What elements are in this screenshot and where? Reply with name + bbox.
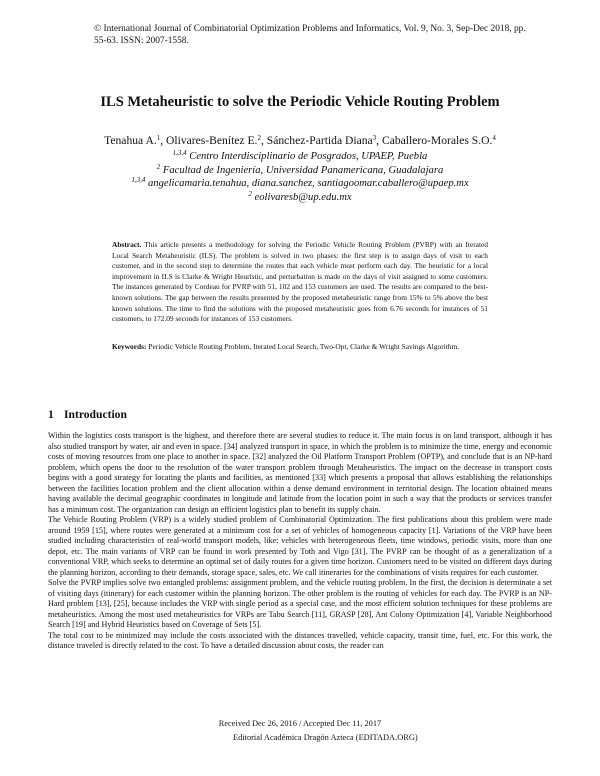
body-paragraph: Within the logistics costs transport is the highest, and therefore there are several studies to reduce it. The main focus is on land transport, although it has also studied transport by water, air and even in space. [34] analyzed transport in space, in which the problem is to minimize the time, energy and economic costs of moving resources from one place to another in space. [32] analyzed the Oil Platform Transport Problem (OPTP), and conclude that is an NP-hard problem, which opens the door to the resolution of the water transport problem through Metaheuristics. The impact on the decrease in transport costs begins with a good strategy for locating the plants and facilities, as mentioned [33] which presents a proposal that allows establishing the relationships between the facilities location problem and the client allocation within a dense demand environment in territorial design. The location obtained means having available the decimal geographic coordinates in longitude and latitude from the location point in such a way that the products or services transfer has a minimum cost. The organization can design an efficient logistics plan to benefit its supply chain. bbox=[48, 431, 552, 514]
body-paragraph: The Vehicle Routing Problem (VRP) is a widely studied problem of Combinatorial Optimization. The first publications about this problem were made around 1959 [15], where routes were generated at a minimum cost for a set of vehicles of homogeneous capacity [1]. Variations of the VRP have been studied including characteristics of real-world transport models, like: vehicles with heterogeneous fleets, time windows, periodic visits, more than one depot, etc. The main variants of VRP can be found in work presented by Toth and Vigo [31]. The PVRP can be thought of as a generalization of a conventional VRP, which seeks to determine an optimal set of daily routes for a given time horizon. Customers need to be visited on different days during the planning horizon, according to their demands, storage space, sales, etc. We call itineraries for the combinations of visits requires for each customer. bbox=[48, 515, 552, 577]
publisher-line: Editorial Académica Dragón Azteca (EDITADA.ORG) bbox=[233, 733, 418, 742]
affiliation-list bbox=[0, 150, 600, 204]
copyright-notice: © International Journal of Combinatorial Optimization Problems and Informatics, Vol. 9, No. 3, Sep-Dec 2018, pp. 55-63. ISSN: 2007-1558. bbox=[94, 24, 526, 46]
section-number: 1 bbox=[48, 408, 54, 421]
affiliation-email-line bbox=[0, 191, 600, 205]
section-heading bbox=[48, 408, 127, 421]
section-body bbox=[48, 431, 552, 652]
keywords-text: Periodic Vehicle Routing Problem, Iterated Local Search, Two-Opt, Clarke & Wright Savings Algorithm. bbox=[146, 342, 460, 351]
affiliation-mark: 1,3,4 bbox=[172, 149, 187, 157]
affiliation-line bbox=[0, 150, 600, 164]
author-affiliation-mark: 2 bbox=[257, 134, 261, 142]
body-paragraph: The total cost to be minimized may include the costs associated with the distances travelled, vehicle capacity, transit time, fuel, etc. For this work, the distance traveled is directly related to the cost. To have a detailed discussion about costs, the reader can bbox=[48, 630, 552, 650]
author-affiliation-mark: 3 bbox=[372, 134, 377, 142]
abstract-text: This article presents a methodology for solving the Periodic Vehicle Routing Problem (PVRP) with an Iterated Local Search Metaheuristic (ILS). The problem is solved in two phases: the first step is to assign days of visit to each customer, and in the second step to determine the routes that each vehicle must perform each day. The heuristic for a local improvement in ILS is Clarke & Wright Heuristic, and perturbation is made on the days of visit assigned to some customers. The instances generated by Cordeau for PVRP with 51, 102 and 153 customers are used. The results are compared to the best-known solutions. The gap between the results presented by the proposed metaheuristic range from 15% to 5% above the best known solutions. The time to find the solutions with the proposed metaheuristic goes from 6.76 seconds for instances of 51 customers, to 172.09 seconds for instances of 153 customers. bbox=[112, 240, 488, 324]
affiliation-email-line bbox=[0, 177, 600, 191]
affiliation-line bbox=[0, 164, 600, 178]
affiliation-text: Centro Interdisciplinario de Posgrados, UPAEP, Puebla bbox=[186, 151, 428, 162]
affiliation-mark: 1,3,4 bbox=[131, 176, 146, 184]
author-name: , Caballero-Morales S.O. bbox=[376, 134, 493, 147]
author-name: , Olivares-Benítez E. bbox=[160, 134, 258, 147]
author-affiliation-mark: 1 bbox=[156, 134, 161, 142]
section-title: Introduction bbox=[64, 408, 127, 421]
received-dates: Received Dec 26, 2016 / Accepted Dec 11, 2017 bbox=[218, 719, 382, 728]
abstract bbox=[112, 240, 488, 325]
abstract-label: Abstract. bbox=[112, 240, 142, 249]
paper-title: ILS Metaheuristic to solve the Periodic Vehicle Routing Problem bbox=[100, 94, 500, 110]
author-name: , Sánchez-Partida Diana bbox=[260, 134, 373, 147]
keywords bbox=[112, 342, 488, 353]
author-name: Tenahua A. bbox=[104, 134, 157, 147]
affiliation-email: angelicamaria.tenahua, diana.sanchez, santiagoomar.caballero@upaep.mx bbox=[145, 178, 469, 189]
author-list bbox=[0, 134, 600, 148]
affiliation-mark: 2 bbox=[156, 162, 161, 171]
body-paragraph: Solve the PVRP implies solve two entangled problems: assignment problem, and the vehicle routing problem. In the first, the decision is determinate a set of visiting days (itinerary) for each customer within the planning horizon. The other problem is the routing of vehicles for each day. The PVRP is an NP-Hard problem [13], [25], because includes the VRP with single period as a special case, and the most efficient solution techniques for these problems are metaheuristics. Among the most used metaheuristics for VRPs are Tabu Search [11], GRASP [28], Ant Colony Optimization [4], Variable Neighborhood Search [19] and Hybrid Heuristics based on Coverage of Sets [5]. bbox=[48, 578, 552, 629]
affiliation-mark: 2 bbox=[248, 189, 252, 198]
affiliation-email: eolivaresb@up.edu.mx bbox=[251, 191, 352, 203]
keywords-label: Keywords: bbox=[112, 342, 147, 351]
affiliation-text: Facultad de Ingeniería, Universidad Panamericana, Guadalajara bbox=[160, 164, 444, 176]
author-affiliation-mark: 4 bbox=[492, 134, 496, 142]
